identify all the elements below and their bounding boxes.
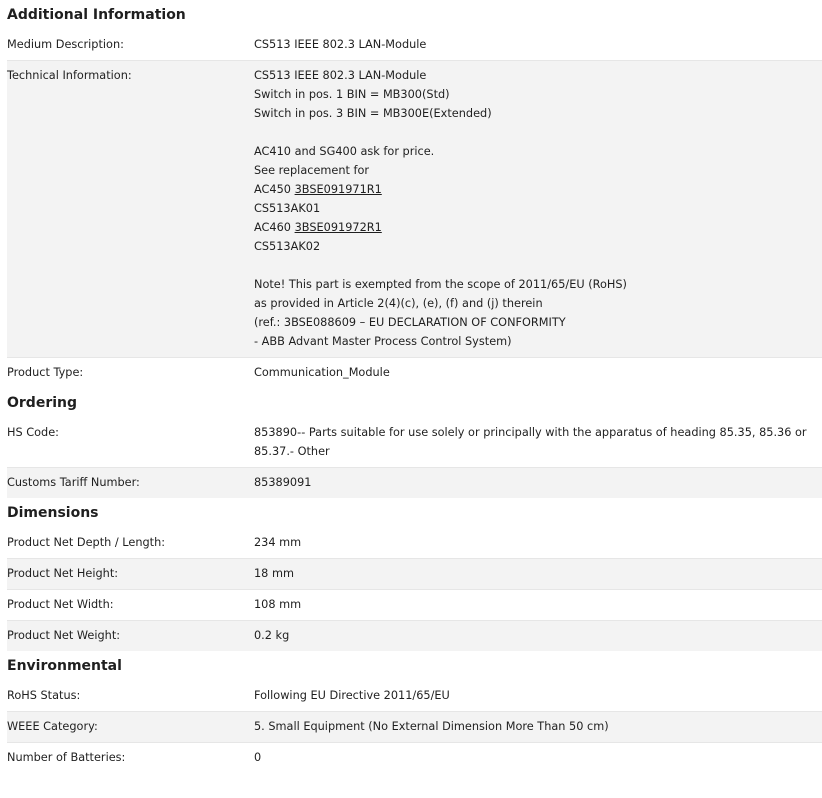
value-product-type: Communication_Module bbox=[254, 366, 390, 379]
tech-line-ac460 bbox=[254, 218, 822, 237]
tech-line: CS513 IEEE 802.3 LAN-Module bbox=[254, 69, 427, 82]
value-product-net-height: 18 mm bbox=[254, 567, 294, 580]
value-customs-tariff-number: 85389091 bbox=[254, 476, 312, 489]
label-number-of-batteries: Number of Batteries: bbox=[7, 751, 126, 764]
row-hs-code bbox=[7, 418, 822, 468]
tech-line: Switch in pos. 3 BIN = MB300E(Extended) bbox=[254, 107, 492, 120]
row-product-net-height bbox=[7, 559, 822, 590]
value-hs-code: 853890-- Parts suitable for use solely or principally with the apparatus of heading 85.35, 85.36 or 85.37.- Other bbox=[254, 426, 807, 458]
row-product-type bbox=[7, 358, 822, 388]
section-additional-information bbox=[0, 0, 822, 388]
tech-line: CS513AK01 bbox=[254, 202, 321, 215]
label-product-type: Product Type: bbox=[7, 366, 84, 379]
row-weee-category bbox=[7, 712, 822, 743]
label-rohs-status: RoHS Status: bbox=[7, 689, 81, 702]
label-customs-tariff-number: Customs Tariff Number: bbox=[7, 476, 140, 489]
label-product-net-weight: Product Net Weight: bbox=[7, 629, 121, 642]
label-product-net-depth: Product Net Depth / Length: bbox=[7, 536, 166, 549]
value-product-net-depth: 234 mm bbox=[254, 536, 302, 549]
tech-line: See replacement for bbox=[254, 164, 370, 177]
row-product-net-weight bbox=[7, 621, 822, 651]
section-title-ordering: Ordering bbox=[7, 395, 78, 411]
row-number-of-batteries bbox=[7, 743, 822, 773]
tech-line: - ABB Advant Master Process Control System) bbox=[254, 335, 512, 348]
tech-line: AC410 and SG400 ask for price. bbox=[254, 145, 435, 158]
value-number-of-batteries: 0 bbox=[254, 751, 262, 764]
label-medium-description: Medium Description: bbox=[7, 38, 124, 51]
section-ordering bbox=[0, 388, 822, 498]
section-environmental bbox=[0, 651, 822, 773]
label-technical-information: Technical Information: bbox=[7, 69, 132, 82]
label-weee-category: WEEE Category: bbox=[7, 720, 98, 733]
tech-line: (ref.: 3BSE088609 – EU DECLARATION OF CONFORMITY bbox=[254, 316, 566, 329]
link-3bse091971r1[interactable]: 3BSE091971R1 bbox=[294, 183, 382, 196]
label-hs-code: HS Code: bbox=[7, 426, 59, 439]
link-3bse091972r1[interactable]: 3BSE091972R1 bbox=[294, 221, 382, 234]
tech-line: Switch in pos. 1 BIN = MB300(Std) bbox=[254, 88, 450, 101]
value-medium-description: CS513 IEEE 802.3 LAN-Module bbox=[254, 38, 427, 51]
value-rohs-status: Following EU Directive 2011/65/EU bbox=[254, 689, 450, 702]
label-product-net-width: Product Net Width: bbox=[7, 598, 114, 611]
row-rohs-status bbox=[7, 681, 822, 712]
value-technical-information bbox=[254, 66, 822, 351]
value-product-net-width: 108 mm bbox=[254, 598, 302, 611]
section-title-additional-information: Additional Information bbox=[7, 7, 186, 23]
tech-blank-line bbox=[254, 256, 822, 275]
label-product-net-height: Product Net Height: bbox=[7, 567, 119, 580]
row-technical-information bbox=[7, 61, 822, 358]
tech-ac450-prefix: AC450 bbox=[254, 183, 295, 196]
section-title-environmental: Environmental bbox=[7, 658, 122, 674]
section-title-dimensions: Dimensions bbox=[7, 505, 99, 521]
row-medium-description bbox=[7, 30, 822, 61]
value-product-net-weight: 0.2 kg bbox=[254, 629, 290, 642]
row-product-net-width bbox=[7, 590, 822, 621]
value-weee-category: 5. Small Equipment (No External Dimension More Than 50 cm) bbox=[254, 720, 609, 733]
section-dimensions bbox=[0, 498, 822, 651]
tech-blank-line bbox=[254, 123, 822, 142]
tech-line: Note! This part is exempted from the scope of 2011/65/EU (RoHS) bbox=[254, 278, 627, 291]
tech-ac460-prefix: AC460 bbox=[254, 221, 295, 234]
row-customs-tariff-number bbox=[7, 468, 822, 498]
tech-line: CS513AK02 bbox=[254, 240, 321, 253]
tech-line-ac450 bbox=[254, 180, 822, 199]
tech-line: as provided in Article 2(4)(c), (e), (f) and (j) therein bbox=[254, 297, 543, 310]
row-product-net-depth bbox=[7, 528, 822, 559]
